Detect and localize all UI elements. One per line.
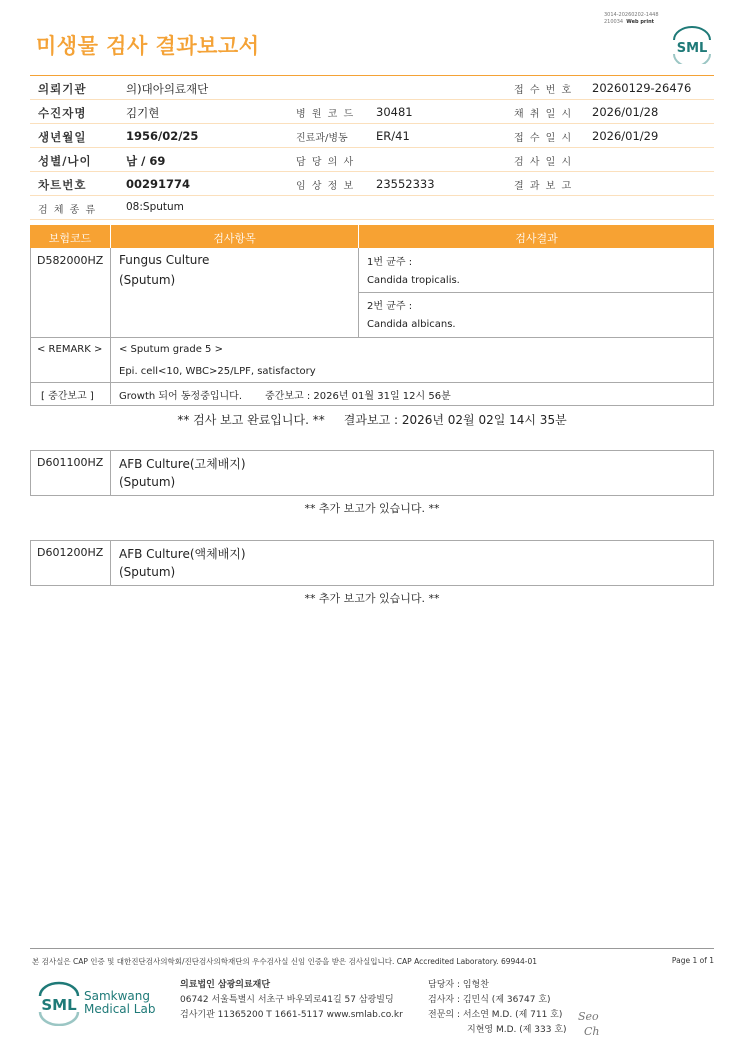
org-info — [180, 978, 403, 1023]
signature-2: Ch — [584, 1025, 600, 1038]
footer-logo-name — [84, 990, 155, 1016]
test-item: Fungus Culture — [119, 253, 210, 267]
interim-text: Growth 되어 동정중입니다. — [119, 391, 243, 402]
signature-1: Seo — [578, 1010, 599, 1023]
row-divider — [31, 382, 713, 383]
footer-logo — [36, 980, 166, 1028]
label-hospital-code: 병 원 코 드 — [296, 109, 355, 120]
tester-label: 검사자 : — [428, 995, 460, 1005]
manager-name: 임형찬 — [462, 980, 489, 990]
label-sex-age: 성별/나이 — [38, 154, 92, 168]
info-row — [30, 124, 714, 148]
strain1-result: Candida tropicalis. — [367, 275, 460, 286]
specialist-name-1: 서소연 M.D. (제 711 호) — [462, 1010, 563, 1020]
specialist-name-2: 지현영 M.D. (제 333 호) — [467, 1025, 567, 1035]
collect-date: 2026/01/28 — [592, 105, 659, 119]
remark-grade: < Sputum grade 5 > — [119, 344, 223, 355]
staff-info — [428, 978, 567, 1038]
remark-detail: Epi. cell<10, WBC>25/LPF, satisfactory — [119, 366, 316, 377]
test-specimen: (Sputum) — [119, 273, 176, 287]
header-result: 검사결과 — [515, 232, 558, 245]
info-row — [30, 76, 714, 100]
report-title: 미생물 검사 결과보고서 — [36, 34, 260, 58]
sml-footer-logo-icon — [36, 980, 82, 1026]
label-doctor: 담 당 의 사 — [296, 157, 355, 168]
header-item: 검사항목 — [213, 232, 256, 245]
test-item: AFB Culture(고체배지) — [119, 457, 246, 471]
specimen: 08:Sputum — [126, 201, 184, 213]
final-report-time: 결과보고 : 2026년 02월 02일 14시 35분 — [343, 413, 567, 427]
label-receipt-no: 접 수 번 호 — [514, 85, 573, 96]
additional-report-note: ** 추가 보고가 있습니다. ** — [304, 502, 440, 515]
test-code: D582000HZ — [37, 254, 104, 267]
test-specimen: (Sputum) — [119, 475, 176, 489]
label-requester: 의뢰기관 — [38, 82, 87, 96]
remark-label: < REMARK > — [37, 344, 103, 355]
strain2-result: Candida albicans. — [367, 319, 456, 330]
final-report-line — [30, 411, 714, 428]
label-dept: 진료과/병동 — [296, 133, 348, 144]
hospital-code: 30481 — [376, 105, 413, 119]
strain2-label: 2번 균주 : — [367, 301, 413, 312]
label-chart-no: 차트번호 — [38, 178, 87, 192]
receipt-no: 20260129-26476 — [592, 81, 692, 95]
interim-label: [ 중간보고 ] — [41, 391, 94, 402]
print-meta-code: 210034 — [604, 19, 624, 25]
test-code: D601200HZ — [37, 546, 104, 559]
test-item: AFB Culture(액체배지) — [119, 547, 246, 561]
label-name: 수진자명 — [38, 106, 87, 120]
complete-note: ** 검사 보고 완료입니다. ** — [177, 413, 325, 427]
receipt-date: 2026/01/29 — [592, 129, 659, 143]
test-specimen: (Sputum) — [119, 565, 176, 579]
label-clinical-info: 임 상 정 보 — [296, 181, 355, 192]
sml-logo-icon — [668, 26, 716, 64]
row-divider — [31, 337, 713, 338]
dept: ER/41 — [376, 129, 410, 143]
logo-name-line1: Samkwang — [84, 989, 150, 1003]
birth-date: 1956/02/25 — [126, 129, 199, 143]
page-number: Page 1 of 1 — [671, 956, 714, 965]
sml-logo-text: SML — [676, 41, 708, 56]
col-divider — [110, 337, 111, 404]
requester: 의)대아의료재단 — [126, 82, 209, 96]
info-row — [30, 172, 714, 196]
info-row — [30, 100, 714, 124]
tester-name: 김민식 (제 36747 호) — [462, 995, 551, 1005]
info-row — [30, 148, 714, 172]
col-divider — [110, 451, 111, 495]
org-address: 06742 서울특별시 서초구 바우뫼로41길 57 삼광빌딩 — [180, 995, 394, 1005]
strain1-label: 1번 균주 : — [367, 257, 413, 268]
additional-report-note: ** 추가 보고가 있습니다. ** — [304, 592, 440, 605]
info-row — [30, 196, 714, 220]
sml-logo — [668, 26, 716, 64]
org-contact: 검사기관 11365200 T 1661-5117 www.smlab.co.kr — [180, 1010, 403, 1020]
specialist-label: 전문의 : — [428, 1010, 460, 1020]
sml-footer-logo-text: SML — [41, 996, 77, 1014]
footer-divider — [30, 948, 714, 949]
label-result-report: 결 과 보 고 — [514, 181, 573, 192]
org-name: 의료법인 삼광의료재단 — [180, 980, 271, 990]
test-block-afb-solid — [30, 450, 714, 496]
label-collect-date: 채 취 일 시 — [514, 109, 573, 120]
logo-name-line2: Medical Lab — [84, 1002, 156, 1016]
clinical-info: 23552333 — [376, 177, 435, 191]
results-table-header — [30, 225, 714, 248]
print-meta — [604, 12, 659, 26]
row-divider — [358, 292, 713, 293]
label-specimen: 검 체 종 류 — [38, 205, 97, 216]
print-meta-id: 3014-20260202-1448 — [604, 12, 659, 18]
label-receipt-date: 접 수 일 시 — [514, 133, 573, 144]
chart-no: 00291774 — [126, 177, 191, 191]
patient-info — [30, 75, 714, 220]
label-test-date: 검 사 일 시 — [514, 157, 573, 168]
test-block-fungus — [30, 248, 714, 406]
test-block-afb-liquid — [30, 540, 714, 586]
col-divider — [110, 248, 111, 337]
patient-name: 김기현 — [126, 106, 160, 120]
label-birth: 생년월일 — [38, 130, 87, 144]
header-code: 보험코드 — [48, 232, 92, 245]
print-meta-label: Web print — [626, 19, 655, 25]
col-divider — [110, 541, 111, 585]
interim-time: 중간보고 : 2026년 01월 31일 12시 56분 — [265, 391, 451, 402]
manager-label: 담당자 : — [428, 980, 460, 990]
cert-note: 본 검사실은 CAP 인증 및 대한진단검사의학회/진단검사의학재단의 우수검사실 신임 인증을 받은 검사실입니다. CAP Accredited Laboratory. 69944-01 — [32, 957, 538, 966]
sex-age: 남 / 69 — [126, 154, 166, 168]
test-code: D601100HZ — [37, 456, 104, 469]
